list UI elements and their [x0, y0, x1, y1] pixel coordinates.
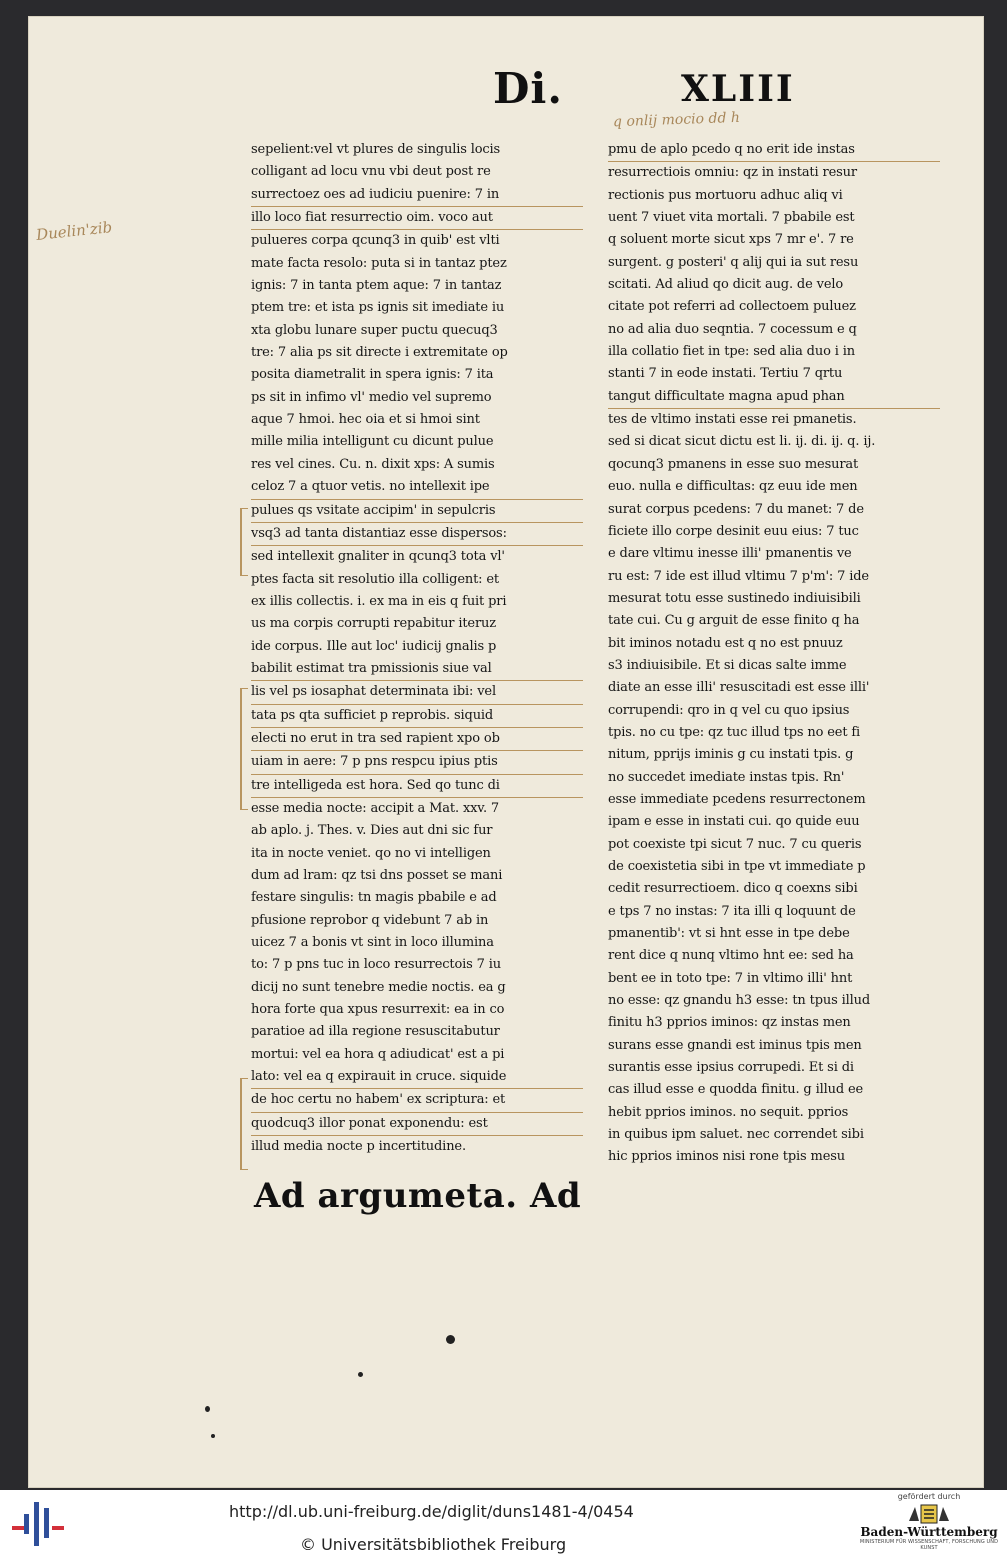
text-line: s3 indiuisibile. Et si dicas salte imme: [608, 657, 847, 673]
text-line: euo. nulla e difficultas: qz euu ide men: [608, 479, 858, 495]
text-column-left: [251, 139, 583, 1158]
text-line: cedit resurrectioem. dico q coexns sibi: [608, 881, 858, 897]
text-line: tre: 7 alia ps sit directe i extremitate op: [251, 345, 508, 361]
text-line: corrupendi: qro in q vel cu quo ipsius: [608, 702, 850, 718]
text-line: pmanentib': vt si hnt esse in tpe debe: [608, 926, 850, 942]
text-line: tre intelligeda est hora. Sed qo tunc di: [251, 775, 583, 798]
text-line: tangut difficultate magna apud phan: [608, 386, 940, 409]
text-line: festare singulis: tn magis pbabile e ad: [251, 890, 497, 906]
text-line: esse immediate pcedens resurrectonem: [608, 791, 866, 807]
text-line: nitum, pprijs iminis g cu instati tpis. g: [608, 747, 854, 763]
text-line: pulueres corpa qcunq3 in quib' est vlti: [251, 233, 500, 249]
text-line: uicez 7 a bonis vt sint in loco illumina: [251, 935, 494, 951]
text-column-right: [608, 139, 940, 1169]
text-line: no succedet imediate instas tpis. Rn': [608, 769, 845, 785]
text-line: in quibus ipm saluet. nec correndet sibi: [608, 1127, 864, 1143]
marginal-bracket: [240, 1078, 248, 1170]
text-line: bent ee in toto tpe: 7 in vltimo illi' hnt: [608, 970, 853, 986]
ink-spot: [211, 1434, 215, 1438]
text-line: diate an esse illi' resuscitadi est esse illi': [608, 680, 870, 696]
text-line: stanti 7 in eode instati. Tertiu 7 qrtu: [608, 366, 843, 382]
text-line: cas illud esse e quodda finitu. g illud ee: [608, 1082, 864, 1098]
text-line: surantis esse ipsius corrupedi. Et si di: [608, 1060, 854, 1076]
text-line: xta globu lunare super puctu quecuq3: [251, 322, 498, 338]
text-line: tate cui. Cu g arguit de esse finito q ha: [608, 613, 860, 629]
ink-spot: [358, 1372, 363, 1377]
text-line: pfusione reprobor q videbunt 7 ab in: [251, 912, 489, 928]
text-line: mate facta resolo: puta si in tantaz ptez: [251, 255, 507, 271]
text-line: finitu h3 pprios iminos: qz instas men: [608, 1015, 851, 1031]
viewer-footer: [0, 1490, 1007, 1563]
text-line: pot coexiste tpi sicut 7 nuc. 7 cu queris: [608, 836, 862, 852]
text-line: surgent. g posteri' q alij qui ia sut resu: [608, 254, 859, 270]
text-line: pulues qs vsitate accipim' in sepulcris: [251, 500, 583, 523]
text-line: hebit pprios iminos. no sequit. pprios: [608, 1104, 849, 1120]
text-line: e dare vltimu inesse illi' pmanentis ve: [608, 546, 852, 562]
text-line: mesurat totu esse sustinedo indiuisibili: [608, 590, 861, 606]
text-line: tes de vltimo instati esse rei pmanetis.: [608, 412, 857, 428]
text-line: ipam e esse in instati cui. qo quide euu: [608, 814, 860, 830]
text-line: no esse: qz gnandu h3 esse: tn tpus illud: [608, 993, 871, 1009]
text-line: ficiete illo corpe desinit euu eius: 7 tuc: [608, 523, 859, 539]
text-line: e tps 7 no instas: 7 ita illi q loquunt de: [608, 903, 856, 919]
distinction-label: Di.: [493, 64, 563, 113]
text-line: ignis: 7 in tanta ptem aque: 7 in tantaz: [251, 278, 502, 294]
text-line: q soluent morte sicut xps 7 mr e'. 7 re: [608, 232, 854, 248]
sponsor-logo: [859, 1492, 999, 1562]
text-line: to: 7 p pns tuc in loco resurrectois 7 iu: [251, 957, 501, 973]
text-line: ps sit in infimo vl' medio vel supremo: [251, 389, 492, 405]
text-line: surans esse gnandi est iminus tpis men: [608, 1037, 862, 1053]
text-line: ru est: 7 ide est illud vltimu 7 p'm': 7 ide: [608, 568, 869, 584]
text-line: mortui: vel ea hora q adiudicat' est a pi: [251, 1046, 505, 1062]
text-line: uiam in aere: 7 p pns respcu ipius ptis: [251, 751, 583, 774]
text-line: ab aplo. j. Thes. v. Dies aut dni sic fur: [251, 823, 493, 839]
text-line: tpis. no cu tpe: qz tuc illud tps no eet fi: [608, 724, 861, 740]
text-line: aque 7 hmoi. hec oia et si hmoi sint: [251, 412, 480, 428]
text-line: sepelient:vel vt plures de singulis locis: [251, 142, 501, 157]
text-line: lato: vel ea q expirauit in cruce. siquide: [251, 1066, 583, 1089]
text-line: uent 7 viuet vita mortali. 7 pbabile est: [608, 210, 855, 226]
ink-spot: [205, 1406, 210, 1412]
text-line: dicij no sunt tenebre medie noctis. ea g: [251, 979, 506, 995]
text-line: dum ad lram: qz tsi dns posset se mani: [251, 868, 503, 883]
text-line: quodcuq3 illor ponat exponendu: est: [251, 1113, 583, 1136]
text-line: posita diametralit in spera ignis: 7 ita: [251, 367, 494, 383]
text-line: sed si dicat sicut dictu est li. ij. di. ij. q. ij.: [608, 434, 876, 450]
text-line: mille milia intelligunt cu dicunt pulue: [251, 434, 494, 450]
text-line: de hoc certu no habem' ex scriptura: et: [251, 1089, 583, 1112]
sponsor-funded-label: gefördert durch: [897, 1492, 961, 1501]
text-line: esse media nocte: accipit a Mat. xxv. 7: [251, 800, 500, 816]
text-line: bit iminos notadu est q no est pnuuz: [608, 635, 843, 651]
ink-spot: [446, 1335, 455, 1344]
text-line: res vel cines. Cu. n. dixit xps: A sumis: [251, 456, 495, 472]
sponsor-ministry-name: MINISTERIUM FÜR WISSENSCHAFT, FORSCHUNG UND KUNST: [859, 1539, 999, 1551]
coat-of-arms-icon: [905, 1503, 953, 1525]
text-line: surrectoez oes ad iudiciu puenire: 7 in: [251, 184, 583, 207]
marginal-note-top: q onlij mocio dd h: [612, 109, 741, 131]
marginal-bracket: [240, 508, 248, 576]
text-line: electi no erut in tra sed rapient xpo ob: [251, 728, 583, 751]
text-line: rent dice q nunq vltimo hnt ee: sed ha: [608, 948, 854, 964]
text-line: illud media nocte p incertitudine.: [251, 1139, 466, 1155]
marginal-bracket: [240, 688, 248, 810]
folio-number: XLIII: [681, 68, 795, 110]
text-line: sed intellexit gnaliter in qcunq3 tota vl': [251, 549, 505, 565]
text-line: citate pot referri ad collectoem puluez: [608, 299, 856, 315]
text-line: de coexistetia sibi in tpe vt immediate p: [608, 859, 866, 874]
text-line: no ad alia duo seqntia. 7 cocessum e q: [608, 321, 857, 337]
text-line: ide corpus. Ille aut loc' iudicij gnalis p: [251, 638, 497, 654]
text-line: illa collatio fiet in tpe: sed alia duo i in: [608, 344, 855, 360]
text-line: babilit estimat tra pmissionis siue val: [251, 658, 583, 681]
text-line: scitati. Ad aliud qo dicit aug. de velo: [608, 277, 844, 293]
book-page: [28, 16, 984, 1488]
text-line: ex illis collectis. i. ex ma in eis q fuit pri: [251, 593, 507, 609]
text-line: colligant ad locu vnu vbi deut post re: [251, 164, 491, 180]
text-line: illo loco fiat resurrectio oim. voco aut: [251, 207, 583, 230]
text-line: resurrectiois omniu: qz in instati resur: [608, 165, 857, 181]
text-line: ita in nocte veniet. qo no vi intelligen: [251, 845, 491, 861]
marginal-note-left: Duelin'zib: [35, 218, 113, 244]
text-line: qocunq3 pmanens in esse suo mesurat: [608, 456, 859, 472]
section-heading: Ad argumeta. Ad: [254, 1176, 582, 1216]
text-line: ptes facta sit resolutio illa colligent: et: [251, 571, 499, 587]
sponsor-state-name: Baden-Württemberg: [860, 1525, 998, 1539]
text-line: paratioe ad illa regione resuscitabutur: [251, 1024, 500, 1040]
text-line: rectionis pus mortuoru adhuc aliq vi: [608, 187, 843, 203]
text-line: us ma corpis corrupti repabitur iteruz: [251, 616, 496, 632]
library-logo-icon: [12, 1500, 64, 1548]
text-line: hora forte qua xpus resurrexit: ea in co: [251, 1002, 505, 1018]
copyright-notice: © Universitätsbibliothek Freiburg: [300, 1535, 567, 1554]
permalink-url[interactable]: http://dl.ub.uni-freiburg.de/diglit/duns1481-4/0454: [229, 1502, 634, 1521]
text-line: ptem tre: et ista ps ignis sit imediate iu: [251, 300, 505, 316]
text-line: pmu de aplo pcedo q no erit ide instas: [608, 139, 940, 162]
text-line: surat corpus pcedens: 7 du manet: 7 de: [608, 501, 864, 517]
text-line: celoz 7 a qtuor vetis. no intellexit ipe: [251, 476, 583, 499]
text-line: lis vel ps iosaphat determinata ibi: vel: [251, 681, 583, 704]
text-line: vsq3 ad tanta distantiaz esse dispersos:: [251, 523, 583, 546]
text-line: tata ps qta sufficiet p reprobis. siquid: [251, 705, 583, 728]
text-line: hic pprios iminos nisi rone tpis mesu: [608, 1149, 845, 1165]
